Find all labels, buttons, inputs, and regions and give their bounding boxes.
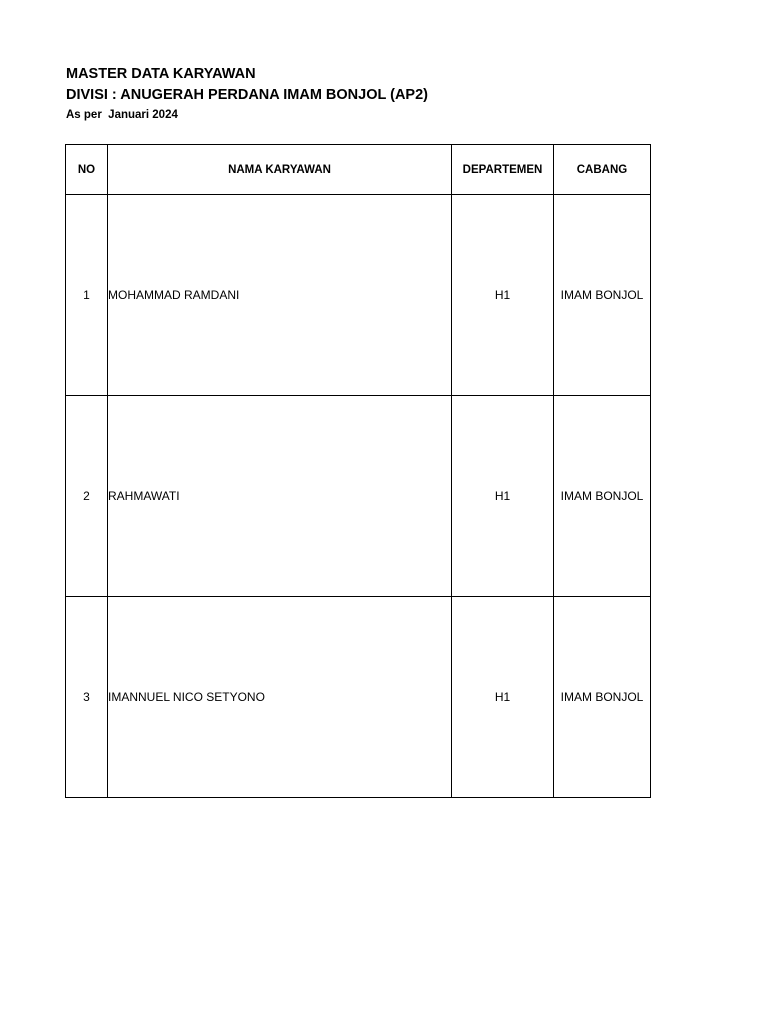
- as-per-date: As per Januari 2024: [66, 109, 178, 121]
- column-header-no: NO: [66, 145, 108, 195]
- cell-employee-name: MOHAMMAD RAMDANI: [108, 195, 452, 396]
- table-header-row: [66, 145, 651, 195]
- cell-department: H1: [452, 195, 554, 396]
- cell-branch: IMAM BONJOL: [554, 597, 651, 798]
- column-header-branch: CABANG: [554, 145, 651, 195]
- division-title: DIVISI : ANUGERAH PERDANA IMAM BONJOL (AP2): [66, 87, 428, 103]
- cell-employee-name: IMANNUEL NICO SETYONO: [108, 597, 452, 798]
- cell-branch: IMAM BONJOL: [554, 195, 651, 396]
- cell-branch: IMAM BONJOL: [554, 396, 651, 597]
- cell-no: 3: [66, 597, 108, 798]
- column-header-name: NAMA KARYAWAN: [108, 145, 452, 195]
- document-title: MASTER DATA KARYAWAN: [66, 66, 256, 82]
- column-header-department: DEPARTEMEN: [452, 145, 554, 195]
- cell-department: H1: [452, 396, 554, 597]
- cell-employee-name: RAHMAWATI: [108, 396, 452, 597]
- cell-no: 1: [66, 195, 108, 396]
- table-row: [66, 597, 651, 798]
- document-header: [66, 64, 428, 124]
- table-row: [66, 396, 651, 597]
- table-row: [66, 195, 651, 396]
- employee-table: [65, 144, 651, 798]
- cell-department: H1: [452, 597, 554, 798]
- cell-no: 2: [66, 396, 108, 597]
